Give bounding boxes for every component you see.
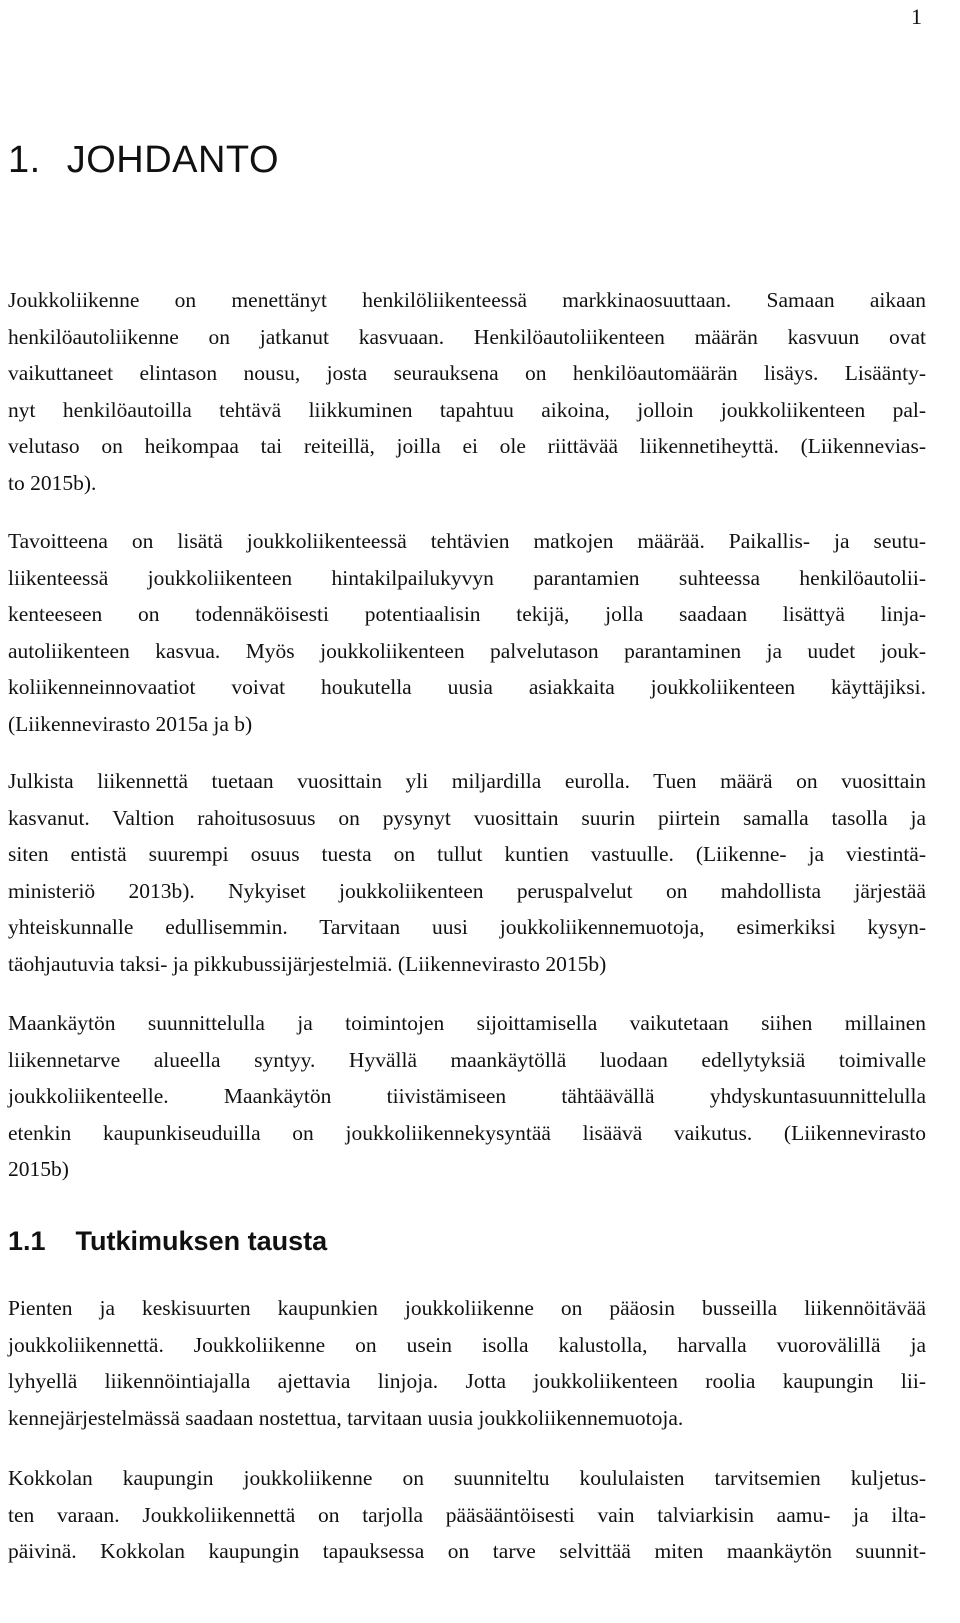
text-line: Kokkolan kaupungin joukkoliikenne on suunniteltu koululaisten tarvitsemien kuljetus- bbox=[8, 1466, 926, 1490]
text-line: kennejärjestelmässä saadaan nostettua, tarvitaan uusia joukkoliikennemuotoja. bbox=[8, 1405, 684, 1430]
text-line: siten entistä suurempi osuus tuesta on tullut kuntien vastuulle. (Liikenne- ja viestintä- bbox=[8, 842, 926, 867]
text-line: kenteeseen on todennäköisesti potentiaalisin tekijä, jolla saadaan lisättyä linja- bbox=[8, 602, 926, 627]
text-line: liikenteessä joukkoliikenteen hintakilpailukyvyn parantamien suhteessa henkilöautolii- bbox=[8, 565, 926, 590]
text-line: täohjautuvia taksi- ja pikkubussijärjestelmiä. (Liikennevirasto 2015b) bbox=[8, 951, 607, 976]
chapter-title: JOHDANTO bbox=[66, 139, 280, 181]
text-line: henkilöautoliikenne on jatkanut kasvuaan. Henkilöautoliikenteen määrän kasvuun ovat bbox=[8, 324, 926, 349]
paragraph-3 bbox=[8, 763, 926, 983]
text-line: velutaso on heikompaa tai reiteillä, joilla ei ole riittävää liikennetiheyttä. (Liikennevias- bbox=[8, 434, 926, 459]
text-line: autoliikenteen kasvua. Myös joukkoliikenteen palvelutason parantaminen ja uudet jouk- bbox=[8, 638, 926, 663]
paragraph-6 bbox=[8, 1460, 926, 1570]
text-line: vaikuttaneet elintason nousu, josta seurauksena on henkilöautomäärän lisäys. Lisäänty- bbox=[8, 361, 926, 386]
text-line: 2015b) bbox=[8, 1157, 69, 1182]
paragraph-4 bbox=[8, 1005, 926, 1188]
page-number: 1 bbox=[911, 4, 922, 29]
text-line: nyt henkilöautoilla tehtävä liikkuminen tapahtuu aikoina, jolloin joukkoliikenteen pal- bbox=[8, 397, 926, 422]
section-title: Tutkimuksen tausta bbox=[75, 1226, 328, 1256]
text-line: ministeriö 2013b). Nykyiset joukkoliikenteen peruspalvelut on mahdollista järjestää bbox=[8, 878, 926, 903]
text-line: lyhyellä liikennöintiajalla ajettavia linjoja. Jotta joukkoliikenteen roolia kaupungin lii- bbox=[8, 1369, 926, 1394]
text-line: päivinä. Kokkolan kaupungin tapauksessa on tarve selvittää miten maankäytön suunnit- bbox=[8, 1539, 926, 1564]
text-line: joukkoliikenteelle. Maankäytön tiivistämiseen tähtäävällä yhdyskuntasuunnittelulla bbox=[8, 1084, 926, 1109]
text-line: kasvanut. Valtion rahoitusosuus on pysynyt vuosittain suurin piirtein samalla tasolla ja bbox=[8, 805, 926, 830]
text-line: Pienten ja keskisuurten kaupunkien joukkoliikenne on pääosin busseilla liikennöitävää bbox=[8, 1296, 926, 1320]
chapter-number: 1. bbox=[8, 139, 41, 181]
paragraph-5 bbox=[8, 1290, 926, 1436]
text-line: to 2015b). bbox=[8, 470, 97, 495]
section-heading bbox=[8, 1226, 327, 1257]
text-line: joukkoliikennettä. Joukkoliikenne on usein isolla kalustolla, harvalla vuorovälillä ja bbox=[8, 1332, 926, 1357]
text-line: ten varaan. Joukkoliikennettä on tarjolla pääsääntöisesti vain talviarkisin aamu- ja ilta- bbox=[8, 1502, 926, 1527]
section-number: 1.1 bbox=[8, 1226, 46, 1256]
paragraph-2 bbox=[8, 523, 926, 743]
text-line: Julkista liikennettä tuetaan vuosittain yli miljardilla eurolla. Tuen määrä on vuosittain bbox=[8, 769, 926, 793]
text-line: (Liikennevirasto 2015a ja b) bbox=[8, 711, 253, 736]
text-line: etenkin kaupunkiseuduilla on joukkoliikennekysyntää lisäävä vaikutus. (Liikennevirasto bbox=[8, 1120, 926, 1145]
text-line: Maankäytön suunnittelulla ja toimintojen sijoittamisella vaikutetaan siihen millainen bbox=[8, 1011, 926, 1035]
paragraph-1 bbox=[8, 282, 926, 502]
text-line: Tavoitteena on lisätä joukkoliikenteessä tehtävien matkojen määrää. Paikallis- ja seutu- bbox=[8, 529, 926, 553]
chapter-heading bbox=[8, 139, 279, 182]
text-line: Joukkoliikenne on menettänyt henkilöliikenteessä markkinaosuuttaan. Samaan aikaan bbox=[8, 288, 926, 312]
text-line: yhteiskunnalle edullisemmin. Tarvitaan uusi joukkoliikennemuotoja, esimerkiksi kysyn- bbox=[8, 915, 926, 940]
text-line: liikennetarve alueella syntyy. Hyvällä maankäytöllä luodaan edellytyksiä toimivalle bbox=[8, 1047, 926, 1072]
text-line: koliikenneinnovaatiot voivat houkutella uusia asiakkaita joukkoliikenteen käyttäjiksi. bbox=[8, 675, 926, 700]
